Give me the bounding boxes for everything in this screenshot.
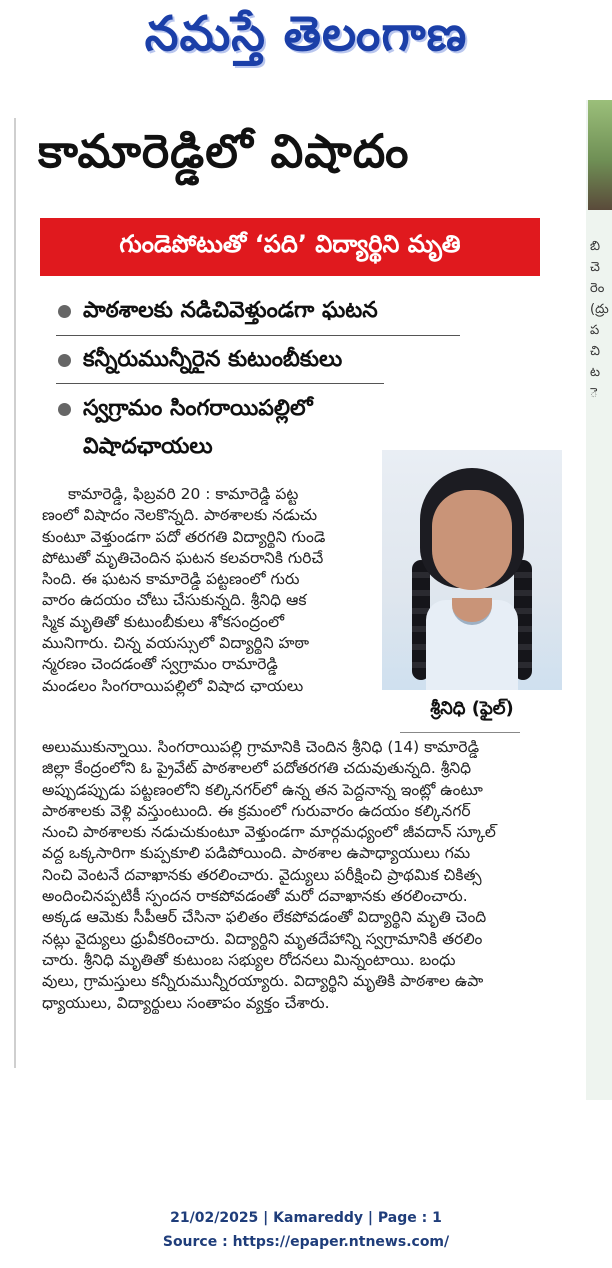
adjacent-text-fragment: చె (590, 260, 600, 275)
bullet-text: కన్నీరుమున్నీరైన కుటుంబీకులు (83, 347, 343, 372)
bullet-dot-icon (58, 305, 71, 318)
body-line: స్మిక మృతితో కుటుంబీకులు శోకసంద్రంలో (42, 612, 285, 631)
body-line: ధ్యాయులు, విద్యార్థులు సంతాపం వ్యక్తం చేశారు. (42, 993, 330, 1012)
adjacent-text-fragment: బి (590, 239, 601, 254)
adjacent-text-fragment: ె (590, 386, 598, 401)
body-line: నించి వెంటనే దవాఖానకు తరలించారు. వైద్యులు పరీక్షించి ప్రాథమిక చికిత్స (42, 865, 482, 884)
bullet-divider (56, 335, 460, 336)
page-footer (0, 1206, 612, 1254)
bullet-divider (56, 383, 384, 384)
body-line: ణంలో విషాదం నెలకొన్నది. పాఠశాలకు నడుచు (42, 506, 318, 525)
body-line: పోటుతో మృతిచెందిన ఘటన కలవరానికి గురిచే (42, 548, 324, 567)
caption-divider (400, 732, 520, 733)
body-line: మండలం సింగరాయిపల్లిలో విషాద ఛాయలు (42, 676, 304, 695)
adjacent-text-fragment: రెం (590, 281, 605, 296)
body-line: సింది. ఈ ఘటన కామారెడ్డి పట్టణంలో గురు (42, 570, 300, 589)
adjacent-text-fragment: ట (590, 365, 601, 380)
body-line: నట్లు వైద్యులు ధ్రువీకరించారు. విద్యార్థిని మృతదేహాన్ని స్వగ్రామానికి తరలిం (42, 929, 483, 948)
body-line: కామారెడ్డి, ఫిబ్రవరి 20 : కామారెడ్డి పట్ట (68, 485, 299, 503)
footer-date-edition: 21/02/2025 | Kamareddy | Page : 1 (170, 1210, 442, 1226)
student-photo (382, 450, 562, 690)
bullet-point (58, 345, 342, 375)
bullet-point (58, 394, 313, 462)
body-line: నుంచి పాఠశాలకు నడుచుకుంటూ వెళ్తుండగా మార్గమధ్యంలో జీవదాన్ స్కూల్ (42, 823, 496, 842)
bullet-text-continuation: విషాదఛాయలు (83, 434, 213, 459)
left-column-rule (14, 118, 16, 1068)
article-headline: కామారెడ్డిలో విషాదం (38, 124, 410, 178)
body-line: అందించినప్పటికీ స్పందన రాకపోవడంతో మరో దవాఖానకు తరలించారు. (42, 887, 468, 906)
body-line: న్మరణం చెందడంతో స్వగ్రామం రామారెడ్డి (42, 655, 278, 674)
bullet-dot-icon (58, 354, 71, 367)
body-line: జిల్లా కేంద్రంలోని ఓ ప్రైవేట్ పాఠశాలలో పదోతరగతి చదువుతున్నది. శ్రీనిధి (42, 759, 472, 778)
adjacent-text-fragment: చి (590, 344, 600, 359)
body-line: మునిగారు. చిన్న వయస్సులో విద్యార్థిని హఠా (42, 634, 310, 653)
adjacent-text-fragment: ప (590, 323, 600, 338)
footer-source-link[interactable]: Source : https://epaper.ntnews.com/ (162, 1234, 450, 1250)
article-body-intro (42, 484, 374, 697)
bullet-dot-icon (58, 403, 71, 416)
adjacent-article-text (590, 236, 612, 404)
body-line: వారం ఉదయం చోటు చేసుకున్నది. శ్రీనిధి ఆక (42, 591, 307, 610)
bullet-point (58, 296, 378, 326)
bullet-text: పాఠశాలకు నడిచివెళ్తుండగా ఘటన (83, 298, 378, 323)
article-subheadline (40, 218, 540, 276)
body-line: అక్కడ ఆమెకు సీపీఆర్ చేసినా ఫలితం లేకపోవడంతో విద్యార్థిని మృతి చెంది (42, 908, 487, 927)
subheadline-text: గుండెపోటుతో ‘పది’ విద్యార్థిని మృతి (119, 230, 461, 258)
body-line: అప్పుడప్పుడు పట్టణంలోని కల్కినగర్‌లో ఉన్న తన పెద్దనాన్న ఇంట్లో ఉంటూ (42, 780, 483, 799)
article-body-main (42, 737, 572, 1014)
body-line: వద్ద ఒక్కసారిగా కుప్పకూలి పడిపోయింది. పాఠశాల ఉపాధ్యాయులు గమ (42, 844, 471, 863)
adjacent-article-photo (588, 100, 612, 210)
photo-caption: శ్రీనిధి (ఫైల్) (430, 698, 514, 719)
adjacent-text-fragment: (ద్రు (590, 302, 609, 317)
body-line: పాఠశాలకు వెళ్లి వస్తుంటుంది. ఈ క్రమంలో గురువారం ఉదయం కల్కినగర్ (42, 801, 471, 820)
masthead-logo-text: నమస్తే తెలంగాణ (144, 6, 468, 62)
body-line: అలుముకున్నాయి. సింగరాయిపల్లి గ్రామానికి చెందిన శ్రీనిధి (14) కామారెడ్డి (42, 738, 480, 756)
photo-face (432, 490, 512, 590)
masthead-logo (0, 0, 612, 80)
bullet-text: స్వగ్రామం సింగరాయిపల్లిలో (83, 396, 313, 421)
body-line: వులు, గ్రామస్తులు కన్నీరుమున్నీరయ్యారు. విద్యార్థిని మృతికి పాఠశాల ఉపా (42, 972, 484, 991)
body-line: కుంటూ వెళ్తుండగా పదో తరగతి విద్యార్థిని గుండె (42, 527, 326, 546)
body-line: చారు. శ్రీనిధి మృతితో కుటుంబ సభ్యుల రోదనలు మిన్నంటాయి. బంధు (42, 950, 456, 969)
